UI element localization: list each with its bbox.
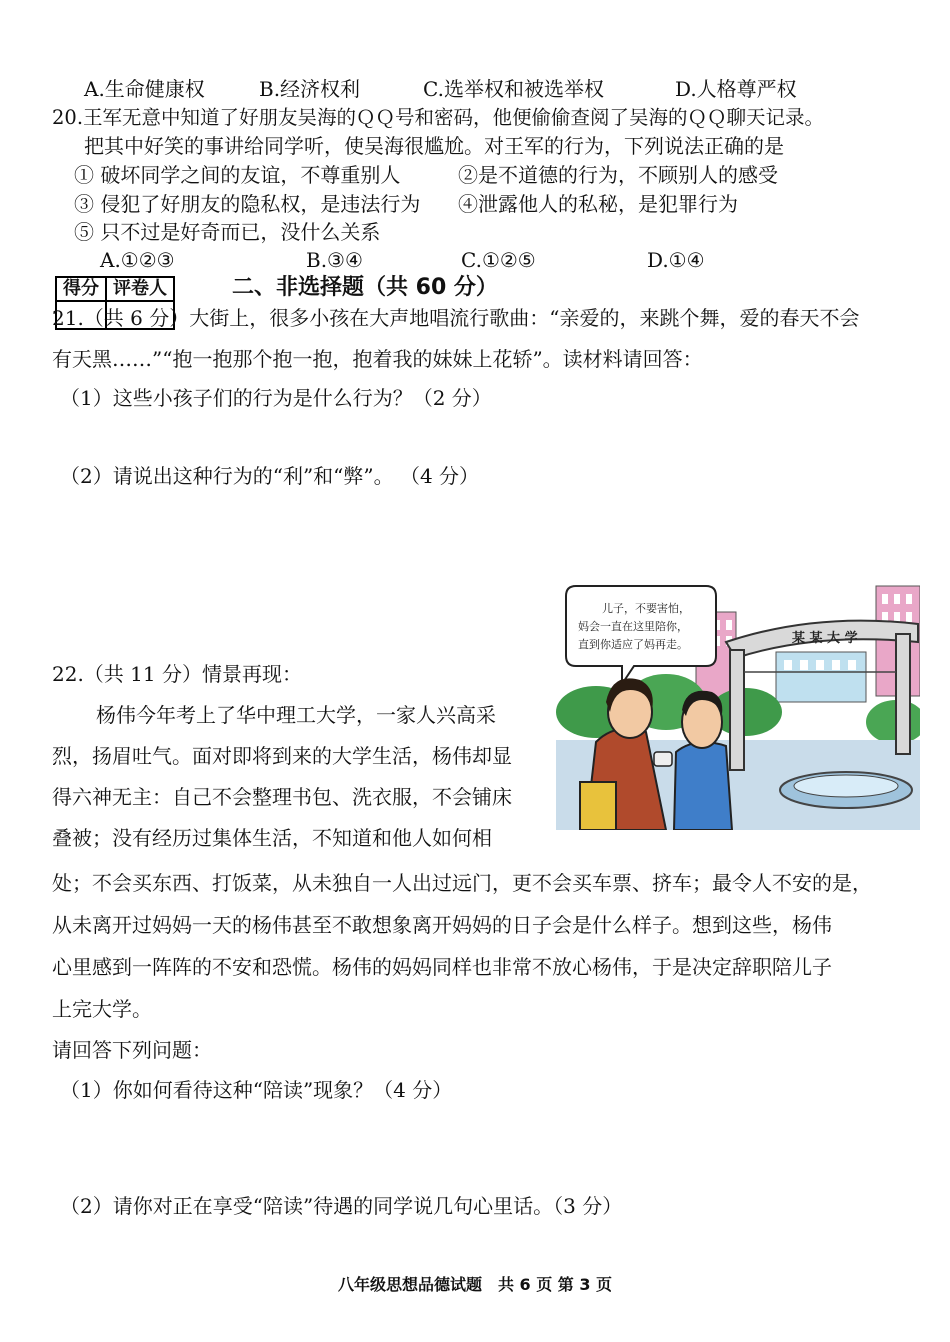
q21-sub2: （2）请说出这种行为的“利”和“弊”。 （4 分） (60, 464, 480, 488)
q19-option-b: B.经济权利 (259, 77, 361, 101)
score-box-col2: 评卷人 (106, 277, 174, 301)
q19-option-d: D.人格尊严权 (675, 77, 797, 101)
q20-option-c: C.①②⑤ (461, 248, 536, 272)
q20-item-1: ① 破坏同学之间的友谊，不尊重别人 (74, 163, 401, 187)
q22-title: 22.（共 11 分）情景再现： (52, 662, 302, 686)
cartoon-gate-sign: 某 某 大 学 (792, 631, 858, 646)
cartoon-speech-line3: 直到你适应了妈再走。 (578, 638, 688, 651)
q20-item-4: ④泄露他人的私秘，是犯罪行为 (458, 192, 738, 216)
page-footer: 八年级思想品德试题 共 6 页 第 3 页 (337, 1275, 613, 1294)
q22-para-line2: 烈，扬眉吐气。面对即将到来的大学生活，杨伟却显 (52, 744, 512, 768)
q20-stem-line1: 20.王军无意中知道了好朋友吴海的ＱＱ号和密码，他便偷偷查阅了吴海的ＱＱ聊天记录。 (52, 106, 825, 129)
cartoon-illustration (556, 572, 920, 830)
cartoon-phone (654, 752, 672, 766)
q20-stem-line2: 把其中好笑的事讲给同学听，使吴海很尴尬。对王军的行为，下列说法正确的是 (84, 134, 784, 158)
q20-item-3: ③ 侵犯了好朋友的隐私权，是违法行为 (74, 192, 421, 216)
cartoon-bag (580, 782, 616, 830)
q22-para-line6: 从未离开过妈妈一天的杨伟甚至不敢想象离开妈妈的日子会是什么样子。想到这些，杨伟 (52, 913, 832, 937)
q22-para-line1: 杨伟今年考上了华中理工大学，一家人兴高采 (96, 703, 496, 727)
q22-prompt: 请回答下列问题： (52, 1038, 212, 1062)
q19-option-a: A.生命健康权 (84, 77, 205, 101)
q22-para-line7: 心里感到一阵阵的不安和恐慌。杨伟的妈妈同样也非常不放心杨伟，于是决定辞职陪儿子 (52, 955, 832, 979)
q20-option-d: D.①④ (647, 248, 705, 272)
q22-para-line4: 叠被；没有经历过集体生活，不知道和他人如何相 (52, 826, 492, 850)
q20-item-5: ⑤ 只不过是好奇而已，没什么关系 (74, 220, 381, 244)
q22-sub1: （1）你如何看待这种“陪读”现象？（4 分） (60, 1078, 453, 1102)
q22-para-line8: 上完大学。 (52, 997, 152, 1021)
q20-option-a: A.①②③ (100, 248, 175, 272)
q22-para-line3: 得六神无主：自己不会整理书包、洗衣服，不会铺床 (52, 785, 512, 809)
q20-option-b: B.③④ (306, 248, 363, 272)
score-box-col1: 得分 (56, 277, 106, 301)
q19-option-c: C.选举权和被选举权 (423, 77, 604, 101)
cartoon-speech-line2: 妈会一直在这里陪你， (578, 620, 688, 633)
q21-line1: 21.（共 6 分）大街上，很多小孩在大声地唱流行歌曲：“亲爱的，来跳个舞，爱的春天不会 (52, 306, 860, 330)
q21-line2: 有天黑……”“抱一抱那个抱一抱，抱着我的妹妹上花轿”。读材料请回答： (52, 347, 703, 371)
q22-para-line5: 处；不会买东西、打饭菜，从未独自一人出过远门，更不会买车票、挤车；最令人不安的是， (52, 871, 872, 895)
q21-sub1: （1）这些小孩子们的行为是什么行为？（2 分） (60, 386, 492, 410)
section-title: 二、非选择题（共 60 分） (232, 275, 498, 300)
q22-sub2: （2）请你对正在享受“陪读”待遇的同学说几句心里话。（3 分） (60, 1194, 623, 1218)
cartoon-speech-line1: 儿子，不要害怕， (602, 602, 690, 615)
q20-item-2: ②是不道德的行为，不顾别人的感受 (458, 163, 778, 187)
